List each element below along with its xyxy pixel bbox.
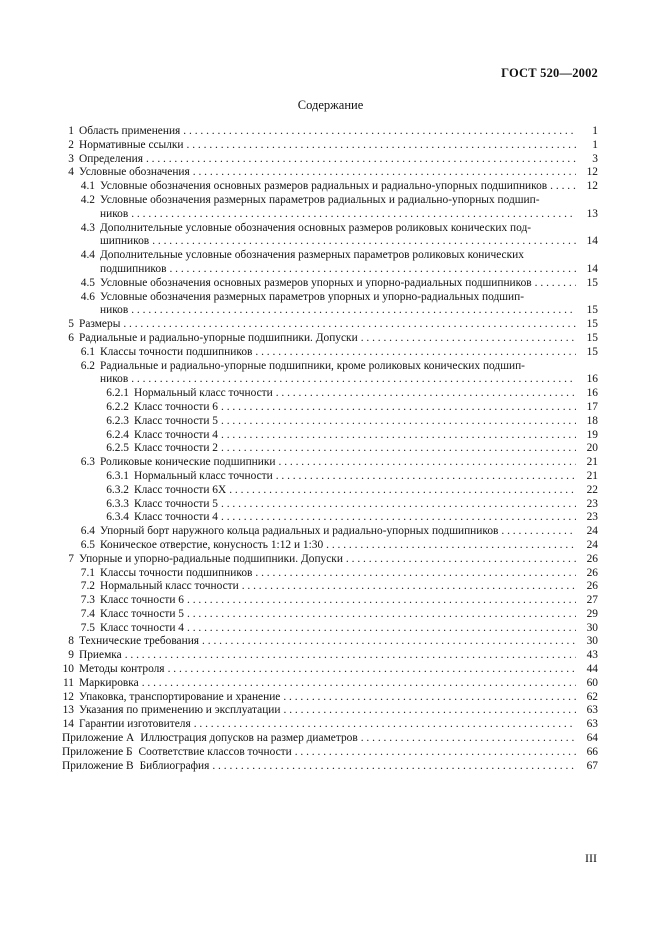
table-of-contents [62, 125, 598, 773]
toc-entry-title: Область применения [79, 125, 181, 137]
leader-dots [184, 139, 576, 153]
toc-entry-page: 13 [586, 207, 598, 220]
toc-entry-title: Нормальный класс точности [100, 580, 239, 593]
leader-dots [547, 180, 576, 194]
toc-entry-page: 30 [586, 635, 598, 648]
toc-entry-page: 67 [586, 759, 598, 772]
toc-entry-number: 13 [62, 704, 74, 717]
toc-entry-continuation[interactable] [62, 208, 598, 222]
toc-entry[interactable] [62, 387, 598, 401]
toc-entry[interactable] [62, 180, 598, 194]
toc-entry[interactable] [62, 484, 598, 498]
toc-entry[interactable] [62, 691, 598, 705]
toc-entry-number: 4.2 [80, 193, 95, 206]
leader-dots [166, 263, 576, 277]
toc-entry-page: 64 [586, 732, 598, 745]
leader-dots [199, 635, 576, 649]
toc-entry-number: Приложение В [62, 759, 134, 772]
toc-entry-number: 9 [68, 649, 74, 662]
toc-entry[interactable] [62, 470, 598, 484]
toc-entry[interactable] [62, 746, 598, 760]
toc-entry[interactable] [62, 125, 598, 139]
toc-entry[interactable] [62, 249, 598, 263]
toc-entry-number: 6.3 [80, 456, 95, 469]
toc-entry-number: 6.2.1 [106, 387, 129, 400]
toc-entry-title-continued: шипников [100, 235, 150, 248]
toc-entry[interactable] [62, 139, 598, 153]
toc-entry-title: Условные обозначения размерных параметров радиальных и радиально-упорных подшип- [100, 193, 540, 206]
toc-entry[interactable] [62, 704, 598, 718]
toc-entry-number: 8 [68, 635, 74, 648]
leader-dots [218, 401, 576, 415]
toc-entry-number: 4.4 [80, 249, 95, 262]
toc-entry-number: 6.2.5 [106, 442, 129, 455]
toc-entry-page: 60 [586, 676, 598, 689]
toc-entry-number: Приложение Б [62, 745, 133, 758]
toc-entry-number: 7.3 [80, 594, 95, 607]
toc-entry-page: 15 [586, 318, 598, 331]
toc-entry[interactable] [62, 539, 598, 553]
toc-entry-title: Методы контроля [79, 663, 165, 676]
toc-entry-number: 6.2.4 [106, 428, 129, 441]
toc-entry-continuation[interactable] [62, 235, 598, 249]
leader-dots [281, 704, 577, 718]
toc-entry-title: Класс точности 4 [100, 621, 185, 634]
toc-entry-title: Маркировка [79, 676, 139, 689]
leader-dots [239, 580, 576, 594]
toc-entry-title: Класс точности 5 [134, 414, 219, 427]
toc-entry-title: Определения [79, 152, 143, 165]
toc-entry[interactable] [62, 553, 598, 567]
toc-entry-title: Нормальный класс точности [134, 387, 273, 400]
toc-entry[interactable] [62, 332, 598, 346]
leader-dots [120, 318, 576, 332]
toc-entry[interactable] [62, 732, 598, 746]
leader-dots [209, 760, 576, 774]
toc-entry[interactable] [62, 663, 598, 677]
toc-entry-title: Класс точности 4 [134, 511, 219, 524]
toc-entry[interactable] [62, 429, 598, 443]
toc-entry[interactable] [62, 649, 598, 663]
toc-entry-page: 22 [586, 483, 598, 496]
toc-entry[interactable] [62, 608, 598, 622]
toc-entry-title: Библиография [139, 759, 210, 772]
toc-entry-number: 6.3.2 [106, 483, 129, 496]
toc-entry-number: 7.1 [80, 566, 95, 579]
toc-entry-number: 7.2 [80, 580, 95, 593]
leader-dots [139, 677, 576, 691]
toc-entry-title: Технические требования [79, 635, 200, 648]
toc-entry-number: 6.3.4 [106, 511, 129, 524]
leader-dots [280, 691, 576, 705]
toc-entry[interactable] [62, 456, 598, 470]
page-number: III [585, 851, 597, 865]
toc-entry-page: 26 [586, 580, 598, 593]
leader-dots [218, 511, 576, 525]
toc-entry-page: 15 [586, 345, 598, 358]
toc-entry-title: Классы точности подшипников [100, 566, 253, 579]
leader-dots [165, 663, 576, 677]
toc-entry-title: Нормальный класс точности [134, 469, 273, 482]
toc-entry[interactable] [62, 677, 598, 691]
toc-entry-title: Упаковка, транспортирование и хранение [79, 690, 281, 703]
leader-dots [128, 208, 576, 222]
leader-dots [143, 153, 576, 167]
toc-entry-page: 15 [586, 276, 598, 289]
leader-dots [218, 442, 576, 456]
toc-entry-number: 6.2.3 [106, 414, 129, 427]
leader-dots [252, 346, 576, 360]
toc-entry[interactable] [62, 291, 598, 305]
document-id: ГОСТ 520—2002 [501, 66, 598, 80]
toc-entry-page: 27 [586, 594, 598, 607]
leader-dots [190, 166, 576, 180]
toc-entry-page: 16 [586, 387, 598, 400]
toc-entry-page: 20 [586, 442, 598, 455]
toc-entry-number: 6.4 [80, 525, 95, 538]
toc-entry-page: 12 [586, 166, 598, 179]
toc-entry-number: 6.5 [80, 538, 95, 551]
toc-entry-title: Условные обозначения основных размеров радиальных и радиально-упорных подшипников [100, 180, 548, 193]
toc-entry-title: Дополнительные условные обозначения размерных параметров роликовых конических [100, 249, 524, 262]
toc-entry-page: 21 [586, 456, 598, 469]
toc-entry-number: 7.4 [80, 607, 95, 620]
toc-entry[interactable] [62, 594, 598, 608]
toc-entry-number: 4.3 [80, 221, 95, 234]
toc-entry-title: Класс точности 5 [100, 607, 185, 620]
toc-entry-number: 11 [63, 676, 74, 689]
toc-entry-number: Приложение А [62, 732, 135, 745]
toc-entry-title: Дополнительные условные обозначения основных размеров роликовых конических под- [100, 221, 532, 234]
leader-dots [532, 277, 576, 291]
leader-dots [343, 553, 576, 567]
toc-entry-page: 62 [586, 690, 598, 703]
toc-entry-page: 1 [592, 138, 598, 151]
leader-dots [273, 387, 576, 401]
toc-entry-page: 14 [586, 235, 598, 248]
leader-dots [252, 567, 576, 581]
toc-entry-page: 26 [586, 566, 598, 579]
leader-dots [184, 594, 576, 608]
toc-entry[interactable] [62, 511, 598, 525]
toc-entry-title: Классы точности подшипников [100, 345, 253, 358]
toc-entry-number: 6.1 [80, 345, 95, 358]
leader-dots [276, 456, 576, 470]
leader-dots [218, 429, 576, 443]
toc-entry-title: Приемка [79, 649, 122, 662]
toc-entry-title: Упорные и упорно-радиальные подшипники. Допуски [79, 552, 343, 565]
toc-entry-page: 17 [586, 400, 598, 413]
toc-entry-page: 15 [586, 304, 598, 317]
leader-dots [149, 235, 576, 249]
toc-entry-page: 43 [586, 649, 598, 662]
toc-entry-number: 2 [68, 138, 74, 151]
leader-dots [273, 470, 576, 484]
toc-entry-page: 15 [586, 331, 598, 344]
leader-dots [323, 539, 576, 553]
toc-entry-title: Класс точности 4 [134, 428, 219, 441]
toc-entry-continuation[interactable] [62, 373, 598, 387]
toc-entry[interactable] [62, 760, 598, 774]
leader-dots [128, 373, 576, 387]
toc-entry[interactable] [62, 346, 598, 360]
leader-dots [184, 622, 576, 636]
leader-dots [358, 732, 576, 746]
leader-dots [128, 304, 576, 318]
toc-entry-page: 24 [586, 538, 598, 551]
toc-entry-title: Класс точности 2 [134, 442, 219, 455]
toc-entry-number: 6.3.3 [106, 497, 129, 510]
leader-dots [218, 415, 576, 429]
toc-entry-title: Условные обозначения основных размеров упорных и упорно-радиальных подшипников [100, 276, 532, 289]
toc-entry-continuation[interactable] [62, 304, 598, 318]
toc-title: Содержание [297, 98, 364, 112]
toc-entry-number: 1 [68, 125, 74, 137]
toc-entry[interactable] [62, 318, 598, 332]
toc-entry[interactable] [62, 153, 598, 167]
toc-entry-page: 18 [586, 414, 598, 427]
toc-entry[interactable] [62, 635, 598, 649]
toc-entry[interactable] [62, 580, 598, 594]
toc-entry[interactable] [62, 567, 598, 581]
toc-entry-page: 16 [586, 373, 598, 386]
toc-entry-number: 4.5 [80, 276, 95, 289]
toc-entry[interactable] [62, 525, 598, 539]
toc-entry[interactable] [62, 222, 598, 236]
toc-entry-title: Класс точности 5 [134, 497, 219, 510]
toc-entry-page: 23 [586, 511, 598, 524]
toc-entry-page: 63 [586, 718, 598, 731]
toc-entry-page: 29 [586, 607, 598, 620]
toc-entry-number: 6.2.2 [106, 400, 129, 413]
toc-entry-title: Нормативные ссылки [79, 138, 184, 151]
toc-entry-page: 30 [586, 621, 598, 634]
leader-dots [226, 484, 576, 498]
toc-entry-number: 6 [68, 331, 74, 344]
toc-entry-title: Радиальные и радиально-упорные подшипники. Допуски [79, 331, 358, 344]
toc-entry-title: Упорный борт наружного кольца радиальных и радиально-упорных подшипников [100, 525, 499, 538]
toc-entry-title-continued: подшипников [100, 262, 167, 275]
toc-entry-title: Иллюстрация допусков на размер диаметров [140, 732, 358, 745]
toc-entry-page: 3 [592, 152, 598, 165]
toc-entry-page: 19 [586, 428, 598, 441]
toc-entry-number: 7 [68, 552, 74, 565]
toc-entry-title: Роликовые конические подшипники [100, 456, 276, 469]
toc-entry-title: Класс точности 6 [134, 400, 219, 413]
toc-entry[interactable] [62, 194, 598, 208]
toc-entry[interactable] [62, 277, 598, 291]
toc-entry-title: Гарантии изготовителя [79, 718, 191, 731]
toc-entry-page: 26 [586, 552, 598, 565]
toc-entry-page: 63 [586, 704, 598, 717]
leader-dots [358, 332, 576, 346]
toc-entry-title: Соответствие классов точности [138, 745, 292, 758]
toc-entry-title-continued: ников [100, 304, 129, 317]
toc-entry-continuation[interactable] [62, 263, 598, 277]
toc-entry-title: Условные обозначения [79, 166, 190, 179]
leader-dots [184, 608, 576, 622]
toc-entry[interactable] [62, 442, 598, 456]
toc-entry[interactable] [62, 401, 598, 415]
toc-entry[interactable] [62, 360, 598, 374]
toc-entry-title: Класс точности 6Х [134, 483, 227, 496]
leader-dots [498, 525, 576, 539]
toc-entry-page: 1 [592, 125, 598, 137]
toc-entry-page: 24 [586, 525, 598, 538]
toc-entry-number: 4.1 [80, 180, 95, 193]
leader-dots [292, 746, 576, 760]
leader-dots [191, 718, 576, 732]
toc-entry-number: 6.2 [80, 359, 95, 372]
toc-entry-page: 21 [586, 469, 598, 482]
toc-entry-number: 14 [62, 718, 74, 731]
toc-entry-title: Радиальные и радиально-упорные подшипники, кроме роликовых конических подшип- [100, 359, 525, 372]
toc-entry-page: 66 [586, 745, 598, 758]
toc-entry-page: 23 [586, 497, 598, 510]
toc-entry-number: 6.3.1 [106, 469, 129, 482]
toc-entry-number: 4 [68, 166, 74, 179]
toc-entry-number: 10 [62, 663, 74, 676]
toc-entry[interactable] [62, 415, 598, 429]
toc-entry[interactable] [62, 622, 598, 636]
toc-entry-number: 5 [68, 318, 74, 331]
toc-entry[interactable] [62, 718, 598, 732]
toc-entry-title-continued: ников [100, 373, 129, 386]
toc-entry-title-continued: ников [100, 207, 129, 220]
toc-entry-title: Указания по применению и эксплуатации [79, 704, 281, 717]
toc-entry-number: 7.5 [80, 621, 95, 634]
toc-entry-title: Размеры [79, 318, 121, 331]
toc-entry-page: 44 [586, 663, 598, 676]
toc-entry-title: Коническое отверстие, конусность 1:12 и 1:30 [100, 538, 324, 551]
toc-entry[interactable] [62, 166, 598, 180]
toc-entry-page: 12 [586, 180, 598, 193]
leader-dots [180, 125, 576, 139]
toc-entry-number: 12 [62, 690, 74, 703]
toc-entry-title: Условные обозначения размерных параметров упорных и упорно-радиальных подшип- [100, 290, 525, 303]
toc-entry-title: Класс точности 6 [100, 594, 185, 607]
toc-entry-number: 4.6 [80, 290, 95, 303]
toc-entry[interactable] [62, 498, 598, 512]
toc-entry-page: 14 [586, 262, 598, 275]
toc-entry-number: 3 [68, 152, 74, 165]
leader-dots [122, 649, 576, 663]
leader-dots [218, 498, 576, 512]
